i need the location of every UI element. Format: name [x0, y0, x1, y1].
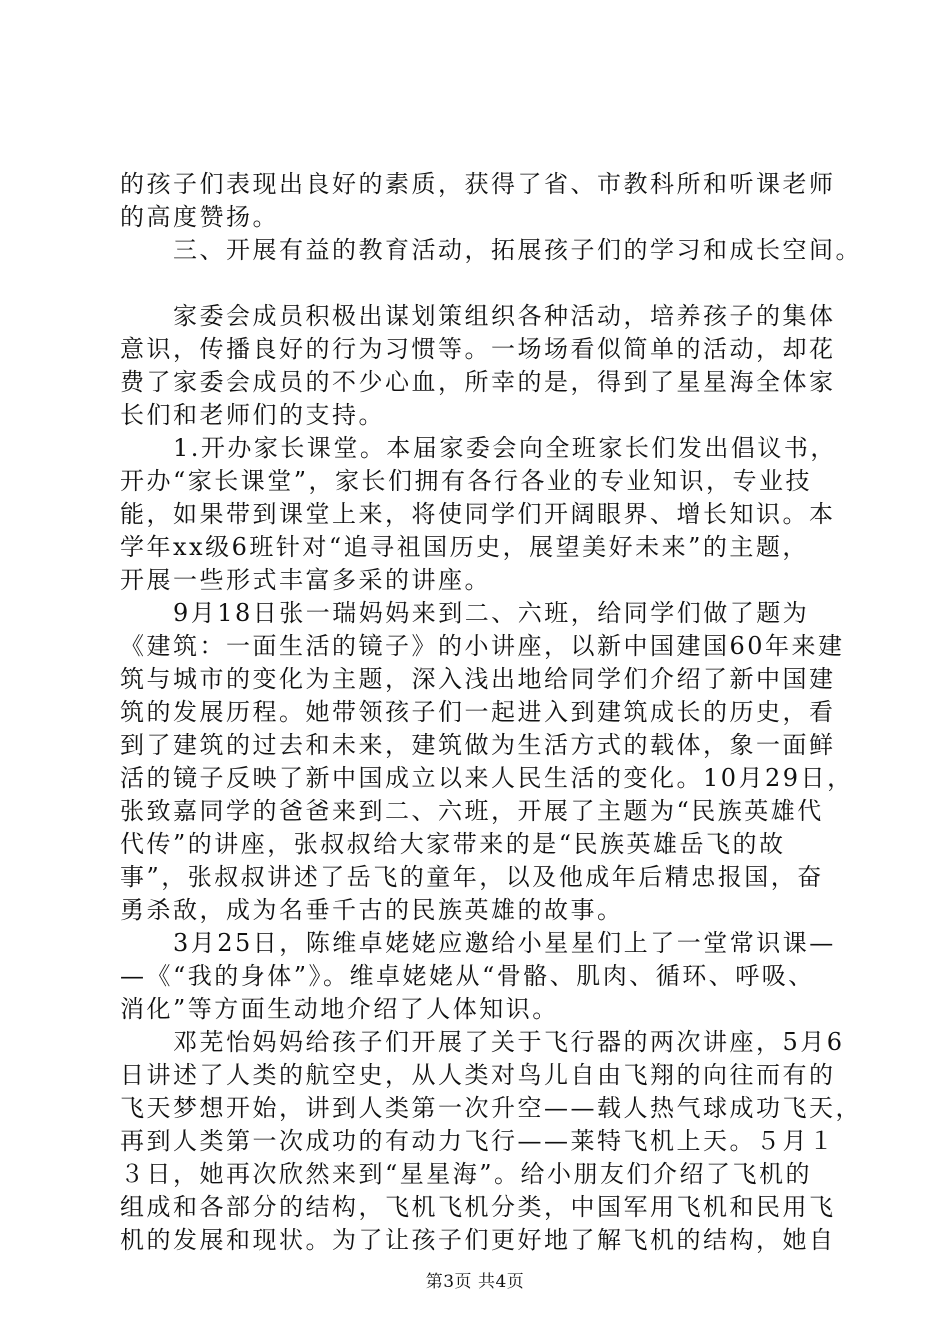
page-footer: 第3页 共4页: [425, 1272, 525, 1292]
text-line: 筑与城市的变化为主题，深入浅出地给同学们介绍了新中国建: [120, 665, 836, 693]
text-line: 组成和各部分的结构，飞机飞机分类，中国军用飞机和民用飞: [120, 1193, 836, 1221]
text-line: 意识，传播良好的行为习惯等。一场场看似简单的活动，却花: [120, 335, 836, 363]
text-line: 活的镜子反映了新中国成立以来人民生活的变化。10月29日，: [120, 764, 854, 792]
text-line: 能，如果带到课堂上来，将使同学们开阔眼界、增长知识。本: [120, 500, 836, 528]
text-line: 勇杀敌，成为名垂千古的民族英雄的故事。: [120, 896, 624, 924]
text-line: 事”，张叔叔讲述了岳飞的童年，以及他成年后精忠报国，奋: [120, 863, 824, 891]
text-line: 邓芜怡妈妈给孩子们开展了关于飞行器的两次讲座，5月6: [120, 1028, 845, 1056]
text-line: 的高度赞扬。: [120, 203, 279, 231]
text-line: 筑的发展历程。她带领孩子们一起进入到建筑成长的历史，看: [120, 698, 836, 726]
document-body: [120, 168, 862, 1257]
text-line: 飞天梦想开始，讲到人类第一次升空——载人热气球成功飞天，: [120, 1094, 862, 1122]
text-line: 长们和老师们的支持。: [120, 401, 385, 429]
text-line: 到了建筑的过去和未来，建筑做为生活方式的载体，象一面鲜: [120, 731, 836, 759]
text-line: 开办“家长课堂”，家长们拥有各行各业的专业知识，专业技: [120, 467, 813, 495]
text-line: 的孩子们表现出良好的素质，获得了省、市教科所和听课老师: [120, 170, 836, 198]
text-line: 家委会成员积极出谋划策组织各种活动，培养孩子的集体: [120, 302, 836, 330]
text-line: 消化”等方面生动地介绍了人体知识。: [120, 995, 559, 1023]
text-line: 机的发展和现状。为了让孩子们更好地了解飞机的结构，她自: [120, 1226, 836, 1254]
text-line: 9月18日张一瑞妈妈来到二、六班，给同学们做了题为: [120, 599, 810, 627]
text-line: 3月25日，陈维卓姥姥应邀给小星星们上了一堂常识课—: [120, 929, 836, 957]
text-line: 《建筑：一面生活的镜子》的小讲座，以新中国建国60年来建: [120, 632, 845, 660]
text-line: 1.开办家长课堂。本届家委会向全班家长们发出倡议书，: [120, 434, 837, 462]
text-line: 学年xx级6班针对“追寻祖国历史，展望美好未来”的主题，: [120, 533, 809, 561]
text-line: 开展一些形式丰富多采的讲座。: [120, 566, 491, 594]
text-line: ３日，她再次欣然来到“星星海”。给小朋友们介绍了飞机的: [120, 1160, 813, 1188]
text-line: 张致嘉同学的爸爸来到二、六班，开展了主题为“民族英雄代: [120, 797, 824, 825]
paragraph-gap: [120, 267, 835, 300]
text-line: 再到人类第一次成功的有动力飞行——莱特飞机上天。５月１: [120, 1127, 836, 1155]
text-line: 日讲述了人类的航空史，从人类对鸟儿自由飞翔的向往而有的: [120, 1061, 836, 1089]
text-line: 费了家委会成员的不少心血，所幸的是，得到了星星海全体家: [120, 368, 836, 396]
text-line: —《“我的身体”》。维卓姥姥从“骨骼、肌肉、循环、呼吸、: [120, 962, 815, 990]
text-line: 代传”的讲座，张叔叔给大家带来的是“民族英雄岳飞的故: [120, 830, 786, 858]
text-line: 三、开展有益的教育活动，拓展孩子们的学习和成长空间。: [120, 236, 862, 264]
